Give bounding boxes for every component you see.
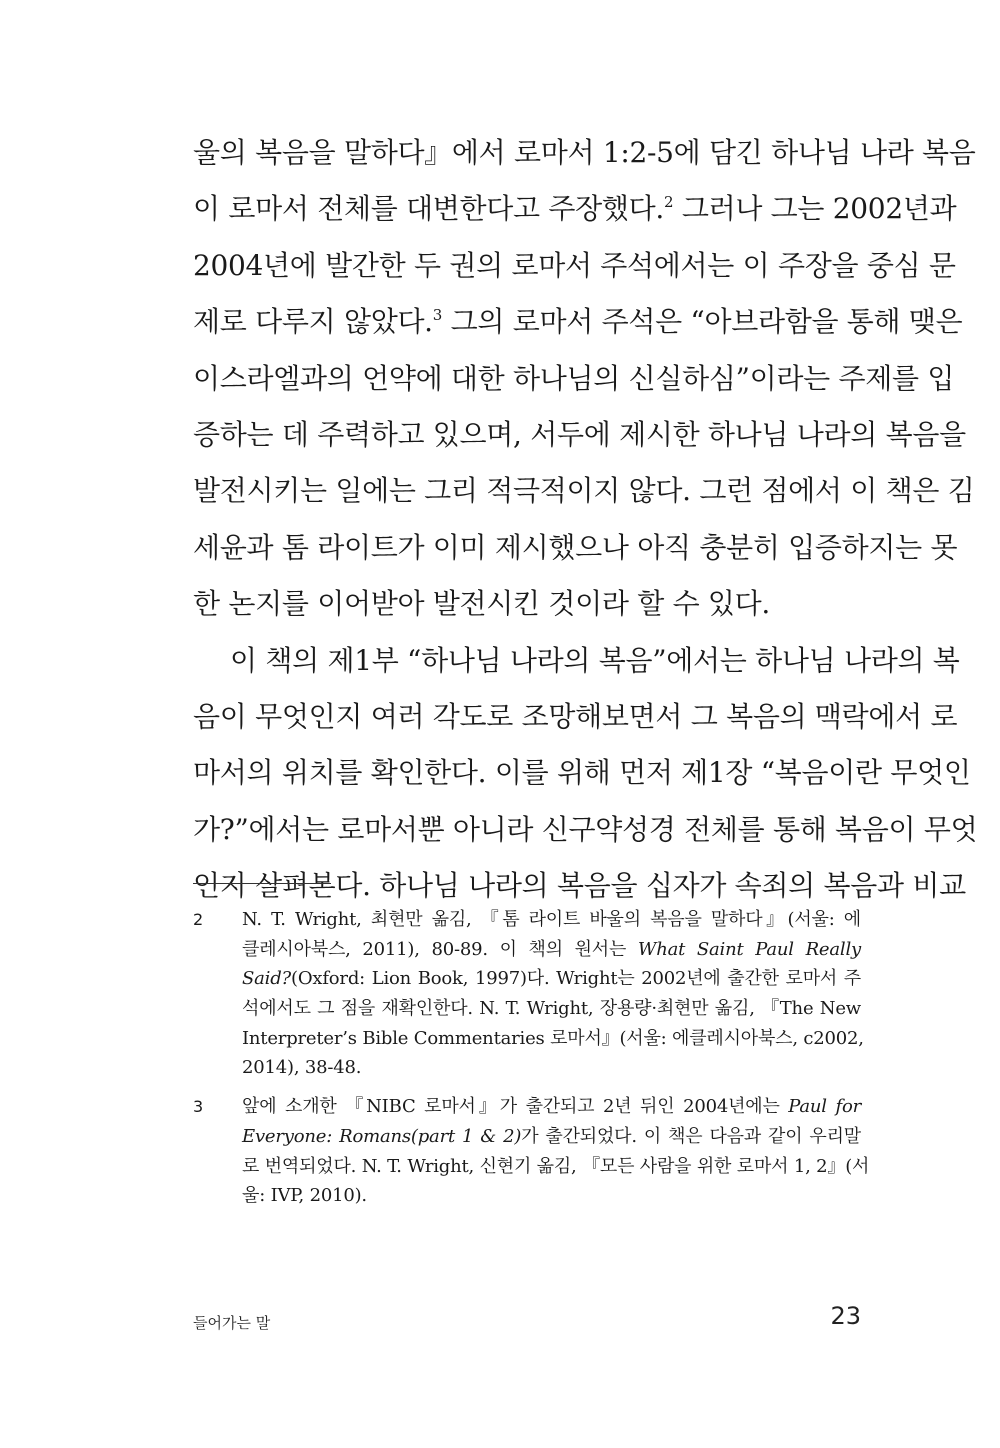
text-line [193,181,957,237]
text-line: 세윤과 톰 라이트가 이미 제시했으나 아직 충분히 입증하지는 못 [193,530,958,564]
footnote-segment: (Oxford: Lion Book, 1997)다. Wright는 2002년에 출간한 로마서 주 [291,968,861,990]
footnote-line: N. T. Wright, 최현만 옮김, 『톰 라이트 바울의 복음을 말하다』(서울: 에 [242,909,861,930]
footnote-line: Interpreter’s Bible Commentaries 로마서』(서울: 에클레시아북스, c2002, [242,1027,864,1049]
footnote-ref[interactable]: 2 [663,193,674,212]
text-line: 음이 무엇인지 여러 각도로 조망해보면서 그 복음의 맥락에서 로 [193,699,958,733]
text-line: 발전시키는 일에는 그리 적극적이지 않다. 그런 점에서 이 책은 김 [193,474,975,508]
footnote-segment: 가 출간되었다. 이 책은 다음과 같이 우리말 [521,1125,861,1147]
footnote-number: 3 [193,1097,203,1117]
text-line: 이스라엘과의 언약에 대한 하나님의 신실하심”이라는 주제를 입 [193,361,955,395]
footnote-line [242,1092,861,1122]
text-line: 한 논지를 이어받아 발전시킨 것이라 할 수 있다. [193,587,771,621]
book-title-italic: Everyone: Romans(part 1 & 2) [242,1125,522,1147]
footnote-segment: 앞에 소개한 『NIBC 로마서』가 출간되고 2년 뒤인 2004년에는 [242,1096,789,1118]
text-line: 인지 살펴본다. 하나님 나라의 복음을 십자가 속죄의 복음과 비교 [193,869,966,903]
page-number: 23 [830,1302,861,1330]
book-title-italic: What Saint Paul Really [637,938,861,960]
main-text [193,125,978,914]
text-line: 마서의 위치를 확인한다. 이를 위해 먼저 제1장 “복음이란 무엇인 [193,756,971,790]
footnote-line: 2014), 38-48. [242,1057,362,1079]
footnote-ref[interactable]: 3 [432,306,443,325]
text-line: 증하는 데 주력하고 있으며, 서두에 제시한 하나님 나라의 복음을 [193,417,966,451]
footnote-divider [193,883,331,884]
footnote [193,1092,870,1211]
text-line: 울의 복음을 말하다』에서 로마서 1:2-5에 담긴 하나님 나라 복음 [193,136,976,169]
footnote-line: 로 번역되었다. N. T. Wright, 신현기 옮김, 『모든 사람을 위한 로마서 1, 2』(서 [242,1155,870,1177]
running-title: 들어가는 말 [193,1314,271,1332]
book-title-italic: Said? [242,968,291,990]
text-line: 이 책의 제1부 “하나님 나라의 복음”에서는 하나님 나라의 복 [230,643,960,677]
footnote [193,905,864,1083]
text-segment: 이 로마서 전체를 대변한다고 주장했다. [193,192,664,226]
footnotes [193,905,870,1220]
footnote-line: 울: IVP, 2010). [242,1185,367,1207]
text-segment: 제로 다루지 않았다. [193,305,433,339]
text-segment: 그러나 그는 2002년과 [673,192,957,226]
footnote-line: 석에서도 그 점을 재확인한다. N. T. Wright, 장용량·최현만 옮김, 『The New [242,998,861,1020]
book-title-italic: Paul for [788,1096,862,1118]
text-line: 2004년에 발간한 두 권의 로마서 주석에서는 이 주장을 중심 문 [193,248,956,282]
text-segment: 그의 로마서 주석은 “아브라함을 통해 맺은 [442,305,963,339]
footnote-number: 2 [193,910,203,929]
footnote-line [242,935,861,965]
footnote-segment: 클레시아북스, 2011), 80-89. 이 책의 원서는 [242,938,638,960]
text-line: 가?”에서는 로마서뿐 아니라 신구약성경 전체를 통해 복음이 무엇 [193,812,978,846]
text-line [193,294,963,350]
footnote-line [242,1122,861,1152]
footnote-line [242,964,861,994]
